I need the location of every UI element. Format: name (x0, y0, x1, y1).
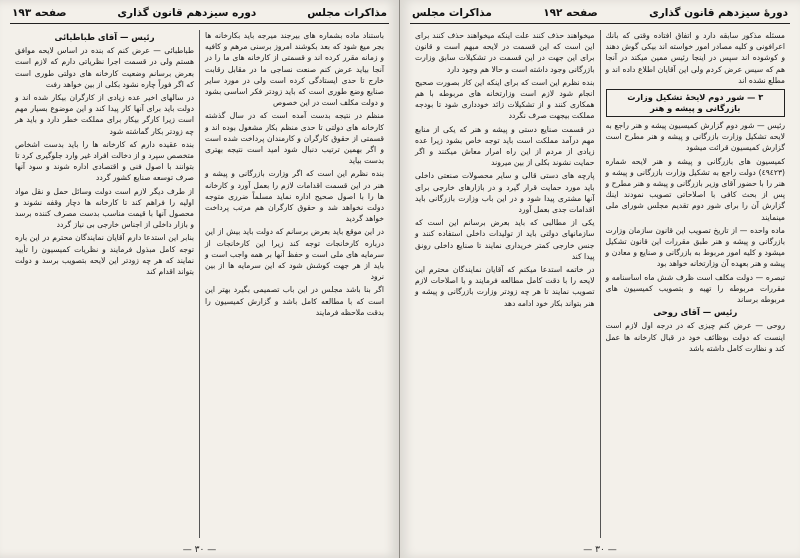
section-heading-box: ٣ — شور دوم لايحهٔ تشكيل وزارت بازرگانى و پيشه و هنر (606, 89, 786, 117)
speaker-heading: رئيس — آقاى طباطبائى (54, 32, 155, 42)
paragraph: منظم در نتيجه بدست آمده است كه در سال گذشته كارخانه هاى دولتى تا حدى منظم بكار مشغول بوده اند و قسمتى از حقوق كارگران و كارمندان پرداخت شده است و اگر بهمين ترتيب دنبال شود اميد است نتيجه بهترى بدست بيايد (205, 111, 384, 166)
speaker-paragraph: رئيس — شور دوم گزارش كميسيون پيشه و هنر راجع به لايحه تشكيل وزارت بازرگانى و پيشه و هنر مطرح است گزارش كميسيون قرائت ميشود (605, 121, 785, 153)
paragraph: از طرف ديگر لازم است دولت وسائل حمل و نقل مواد اوليه را فراهم كند تا كارخانه ها دچار وقفه نشوند و محصول آنها با قيمت مناسب بدست مصرف كننده برسد و بازار داخلى از اجناس خارجى بى نياز گردد (15, 186, 194, 230)
paragraph: در خاتمه استدعا ميكنم كه آقايان نمايندگان محترم اين لايحه را با دقت كامل مطالعه فرمايند و با اصلاحات لازم تصويب نمايند تا هر چه زودتر وزارت بازرگانى و پيشه و هنر بتواند بكار خود ادامه دهد (415, 265, 595, 308)
paragraph: بنده نظرم اين است كه براى اينكه اين كار بصورت صحيح انجام شود لازم است وزارتخانه هاى مربوطه با هم همكارى كنند و از تشكيلات زائد خوددارى شود تا بودجه مملكت بيجهت صرف نگردد (415, 77, 595, 121)
left-page-footer: — ٣٠ — (182, 545, 217, 555)
left-header-right: مذاكرات مجلس (307, 7, 387, 19)
left-page-columns (10, 30, 389, 538)
right-header-page-number: صفحه ١٩٢ (543, 7, 598, 19)
paragraph: روحى — عرض كنم چيزى كه در درجه اول لازم است اينست كه دولت بوظائف خود در قبال كارخانه ها عمل كند و نظارت كامل داشته باشد (605, 321, 785, 353)
right-page-header (410, 6, 790, 24)
paragraph: مسئله مذكور سابقه دارد و اتفاق افتاده وقتى كه بانك اعرافونى و كليه مصادر امور خواسته اند بيكى گوش دهند و كوشوده اند سپس در اينجا رئيس ممين ميكند در آنجا هم كه سيس عرض كردم ولى اين آقايان اطلاع داده اند و مطلع نشده اند (605, 31, 785, 85)
paragraph: در سالهاى اخير عده زيادى از كارگران بيكار شده اند و دولت بايد براى آنها كار پيدا كند و اين موضوع بسيار مهم است زيرا كارگر بيكار براى مملكت خطر دارد و بايد هر چه زودتر بكار گماشته شود (15, 93, 194, 136)
right-page-left-column (410, 30, 601, 538)
paragraph: بنده عقيده دارم كه كارخانه ها را بايد بدست اشخاص متخصص سپرد و از دخالت افراد غير وارد جلوگيرى كرد تا بتوانند با اصول فنى و اقتصادى اداره شوند و سود آنها صرف توسعه صنايع كشور گردد (15, 139, 194, 183)
right-page-columns (410, 30, 790, 538)
left-header-page-number: صفحه ١٩٣ (12, 7, 67, 19)
paragraph: تبصره — دولت مكلف است ظرف شش ماه اساسنامه و مقررات مربوطه را تهيه و بتصويب كميسيون هاى مربوطه برساند (605, 272, 785, 305)
paragraph: اگر بنا باشد مجلس در اين باب تصميمى بگيرد بهتر اين است كه با مطالعه كامل باشد و گزارش كميسيون را بدقت ملاحظه فرمايند (205, 285, 384, 317)
left-page-left-column (10, 30, 200, 538)
paragraph: در اين موقع بايد بعرض برسانم كه دولت بايد بيش از اين درباره كارخانجات توجه كند زيرا اين كارخانجات از سرمايه هاى ملى است و حفظ آنها بر همه واجب است و بايد از هر جهت كوشش شود كه اين سرمايه ها از بين نرود (205, 227, 384, 282)
left-page-header (10, 6, 389, 24)
right-header-left: مذاكرات مجلس (412, 7, 492, 19)
paragraph: طباطبائى — عرض كنم كه بنده در اساس لايحه موافق هستم ولى در قسمت اجرا نظرياتى دارم كه لازم است بعرض برسانم وضعيت كارخانه هاى دولتى طورى است كه اگر فوراً چاره نشود بكلى از بين خواهد رفت (15, 46, 194, 89)
right-page-footer: — ٣٠ — (583, 545, 617, 555)
paragraph: ماده واحده — از تاريخ تصويب اين قانون سازمان وزارت بازرگانى و پيشه و هنر طبق مقررات اين قانون تشكيل ميشود و كليه امور مربوط به بازرگانى و صنايع و معادن و پيشه و هنر بعهده آن وزارتخانه خواهد بود (605, 225, 785, 269)
paragraph: كميسيون هاى بازرگانى و پيشه و هنر لايحه شماره (٤٩٤٢٣) دولت راجع به تشكيل وزارت بازرگانى و پيشه و هنر را با حضور آقاى وزير بازرگانى و پيشه و هنر مطرح و پس از بحث كافى با اصلاحاتى تصويب نمودند اينك گزارش آن را براى شور دوم تقديم مجلس شوراى ملى مينمايند (605, 156, 785, 222)
paragraph: يكى از مطالبى كه بايد بعرض برسانم اين است كه سازمانهاى دولتى بايد از توليدات داخلى استفاده كنند و جنس خارجى كمتر خريدارى نمايند تا صنايع داخلى رونق پيدا كند (415, 218, 595, 261)
paragraph: در قسمت صنايع دستى و پيشه و هنر كه يكى از منابع مهم درآمد مملكت است بايد توجه خاص بشود زيرا عده زيادى از مردم از اين راه امرار معاش ميكنند و اگر حمايت نشوند بكلى از بين ميروند (415, 124, 595, 168)
paragraph: بنابر اين استدعا دارم آقايان نمايندگان محترم در اين باره توجه كامل مبذول فرمايند و نظريات كميسيون را تأييد نمايند كه هر چه زودتر اين لايحه بتصويب برسد و دولت بتواند اقدام كند (15, 233, 194, 277)
left-page-right-column (200, 30, 389, 538)
left-header-center: دوره سيزدهم قانون گذارى (117, 7, 257, 19)
paragraph: ميخواهند حذف كنند علت اينكه ميخواهند حذف كنند براى اين است كه اين قسمت در لايحه مبهم است و قانون براى اين جهت در اين قسمت در تشكيلات سابق وزارت بازرگانى وجود داشته است و حالا هم وجود دارد (415, 31, 595, 74)
right-page-right-column (601, 30, 791, 538)
right-page (400, 0, 800, 558)
right-header-right: دورهٔ سيزدهم قانون گذارى (649, 7, 788, 19)
paragraph: بنده نظرم اين است كه اگر وزارت بازرگانى و پيشه و هنر در اين قسمت اقدامات لازم را بعمل آورد و كارخانه ها را با اصول صحيح اداره نمايد مسلماً ضررى متوجه دولت نخواهد شد و حقوق كارگران هم مرتب پرداخت خواهد گرديد (205, 169, 384, 224)
speaker-heading: رئيس — آقاى روحى (653, 307, 738, 318)
paragraph: پارچه هاى دستى قالى و ساير محصولات صنعتى داخلى بايد مورد حمايت قرار گيرد و در بازارهاى خارجى براى آنها مشترى پيدا شود و در اين باب وزارت بازرگانى بايد اقدامات جدى بعمل آورد (415, 171, 595, 215)
paragraph: باستناد ماده بشماره هاى بيرجند ميرجه بايد بكارخانه ها بجر ميغ شود كه بعد بكوشند امروز برسنى مرهم و كافيه و زمانه مقرر كرده اند و قسمتى از كارخانه هاى ما را در آنجا بيايد عرض كنم صنعت نساجى ما در مقابل رقابت خارج تا حدى ايستادگى كرده است ولى در مورد ساير صنايع وضع طورى است كه بايد زودتر فكر اساسى بشود و دولت مكلف است در اين خصوص (205, 31, 384, 108)
